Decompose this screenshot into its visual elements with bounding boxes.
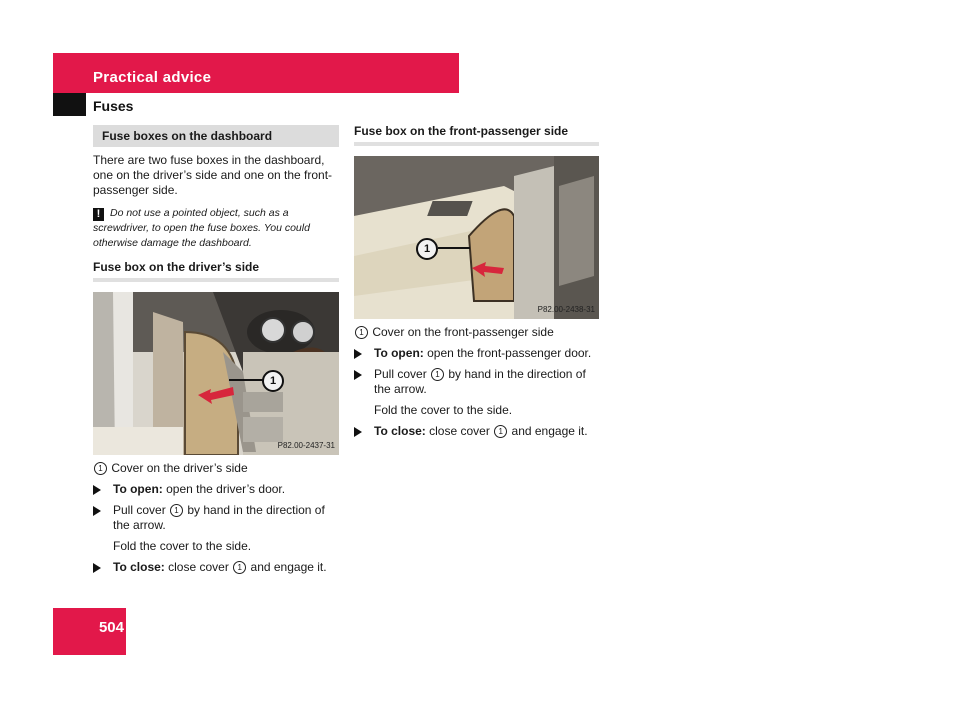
driver-caption: [93, 461, 339, 476]
driver-fold-text: Fold the cover to the side.: [113, 539, 252, 553]
passenger-step-pull: [354, 367, 599, 397]
passenger-caption-text: Cover on the front-passenger side: [372, 325, 554, 339]
driver-side-heading: Fuse box on the driver’s side: [93, 260, 339, 282]
driver-step-open: [93, 482, 339, 497]
pull-pre: Pull cover: [374, 367, 427, 381]
driver-step-pull: [93, 503, 339, 533]
driver-side-photo: [93, 292, 339, 455]
open-text: open the driver’s door.: [166, 482, 286, 496]
arrow-bullet-icon: [354, 427, 362, 437]
passenger-dashboard-illustration: [354, 156, 599, 319]
right-column: [354, 124, 599, 439]
passenger-fold-text: Fold the cover to the side.: [374, 403, 513, 417]
open-text: open the front-passenger door.: [427, 346, 592, 360]
driver-callout-1: 1: [262, 370, 284, 392]
close-post: and engage it.: [511, 424, 588, 438]
caption-number-icon: 1: [94, 462, 107, 475]
driver-photo-code: P82.00-2437-31: [277, 441, 335, 450]
pull-post: by hand in the direction of the arrow.: [374, 367, 586, 396]
cover-number-icon: 1: [431, 368, 444, 381]
close-pre: close cover: [168, 560, 229, 574]
section-title: Practical advice: [93, 69, 212, 86]
warning-icon: !: [93, 208, 104, 221]
open-label: To open:: [113, 482, 163, 496]
passenger-side-heading: Fuse box on the front-passenger side: [354, 124, 599, 146]
passenger-step-open: [354, 346, 599, 361]
close-pre: close cover: [429, 424, 490, 438]
passenger-step-close: [354, 424, 599, 439]
passenger-caption: [354, 325, 599, 340]
open-label: To open:: [374, 346, 424, 360]
warning-text: Do not use a pointed object, such as a screwdriver, to open the fuse boxes. You could otherwise damage the dashboard.: [93, 207, 310, 249]
pull-pre: Pull cover: [113, 503, 166, 517]
driver-dashboard-illustration: [93, 292, 339, 455]
arrow-bullet-icon: [354, 349, 362, 359]
cover-number-icon: 1: [170, 504, 183, 517]
passenger-callout-1: 1: [416, 238, 438, 260]
cover-number-icon: 1: [494, 425, 507, 438]
subsection-title: Fuses: [93, 98, 134, 114]
close-label: To close:: [374, 424, 426, 438]
subsection-marker: [53, 93, 86, 116]
pull-post: by hand in the direction of the arrow.: [113, 503, 325, 532]
close-label: To close:: [113, 560, 165, 574]
passenger-side-photo: [354, 156, 599, 319]
passenger-photo-code: P82.00-2438-31: [537, 305, 595, 314]
driver-step-close: [93, 560, 339, 575]
cover-number-icon: 1: [233, 561, 246, 574]
arrow-bullet-icon: [93, 563, 101, 573]
arrow-bullet-icon: [354, 370, 362, 380]
left-column: [93, 125, 339, 575]
page-number: 504: [98, 619, 124, 636]
driver-caption-text: Cover on the driver’s side: [111, 461, 248, 475]
arrow-bullet-icon: [93, 506, 101, 516]
arrow-bullet-icon: [93, 485, 101, 495]
close-post: and engage it.: [250, 560, 327, 574]
dashboard-heading: Fuse boxes on the dashboard: [93, 125, 339, 147]
warning-note: [93, 206, 339, 251]
caption-number-icon: 1: [355, 326, 368, 339]
intro-text: There are two fuse boxes in the dashboard, one on the driver’s side and one on the front-passenger side.: [93, 153, 333, 197]
